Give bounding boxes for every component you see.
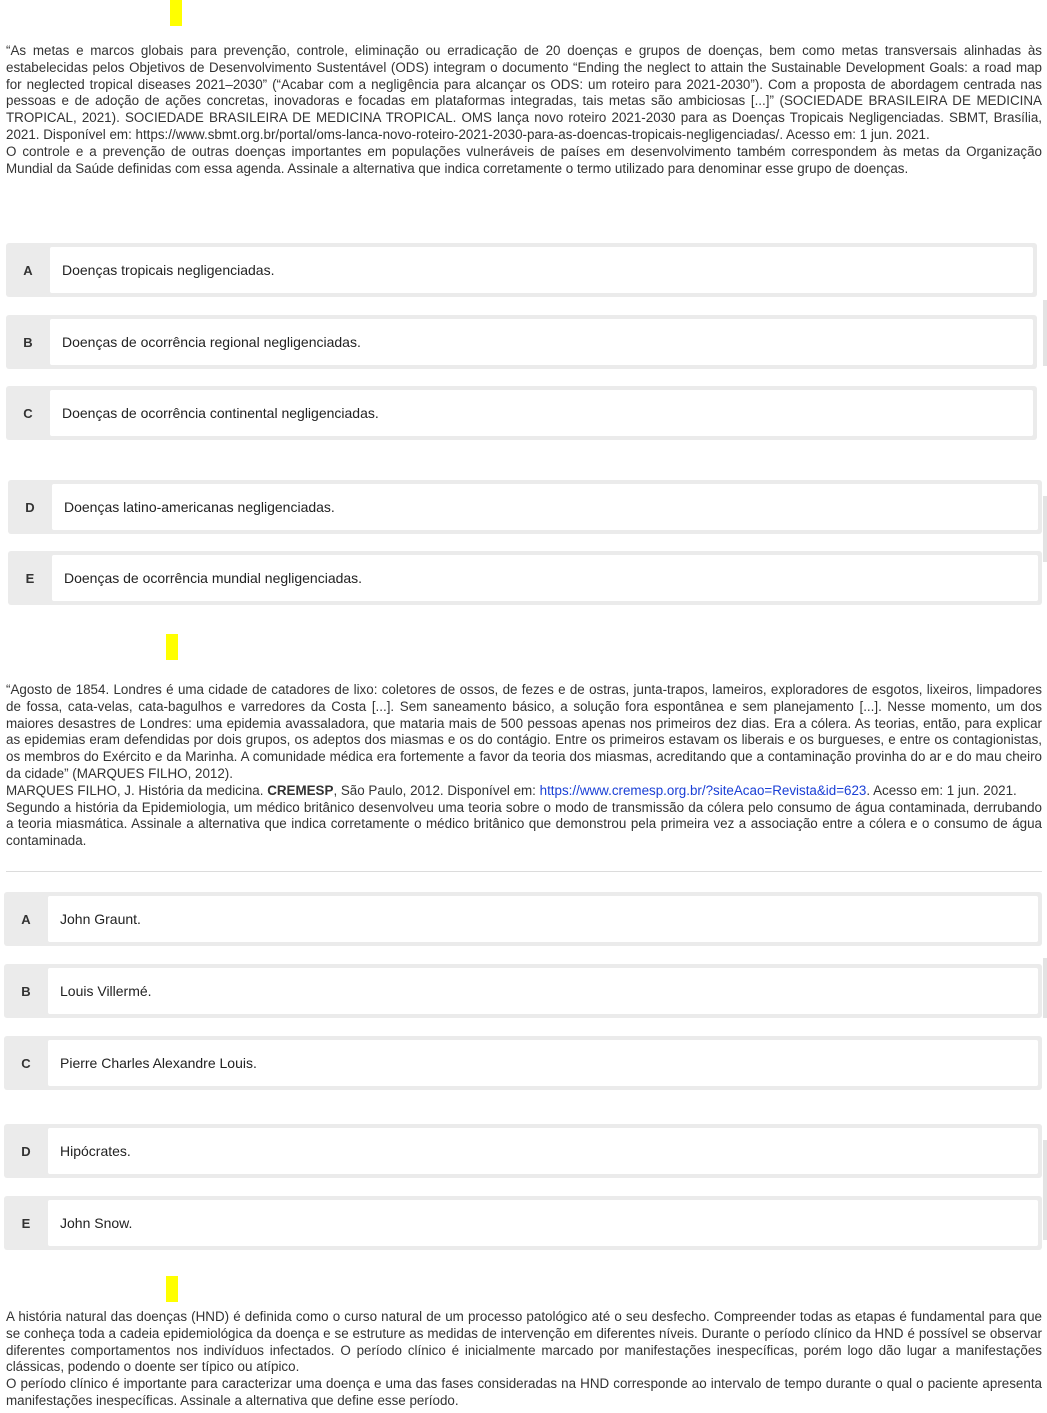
- option-text: Pierre Charles Alexandre Louis.: [48, 1040, 1038, 1086]
- reference-link[interactable]: https://www.cremesp.org.br/?siteAcao=Revista&id=623: [539, 782, 867, 798]
- option-c[interactable]: [6, 386, 1037, 440]
- scrollbar-fragment: [1043, 496, 1047, 562]
- reference-access: . Acesso em: 1 jun. 2021.: [866, 782, 1017, 798]
- option-c[interactable]: [4, 1036, 1042, 1090]
- option-letter: E: [25, 570, 35, 586]
- option-text: John Snow.: [48, 1200, 1038, 1246]
- option-letter: C: [23, 405, 33, 421]
- option-text: John Graunt.: [48, 896, 1038, 942]
- option-letter: E: [21, 1215, 31, 1231]
- option-text: Doenças de ocorrência mundial negligenciadas.: [52, 555, 1038, 601]
- option-text: Doenças latino-americanas negligenciadas.: [52, 484, 1038, 530]
- reference-journal: CREMESP: [267, 782, 334, 798]
- scrollbar-fragment: [1043, 1140, 1047, 1240]
- option-text: Louis Villermé.: [48, 968, 1038, 1014]
- option-d[interactable]: [4, 1124, 1042, 1178]
- question-1-text: [6, 43, 1042, 177]
- question-1-prompt: O controle e a prevenção de outras doenças importantes em populações vulneráveis de países em desenvolvimento também correspondem às metas da Organização Mundial da Saúde definidas com essa agenda. Assinale a alternativa que indica corretamente o termo utilizado para denominar esse grupo de doenças.: [6, 143, 1042, 176]
- reference-detail: , São Paulo, 2012. Disponível em:: [333, 782, 540, 798]
- highlight-marker: [166, 634, 178, 660]
- option-e[interactable]: [4, 1196, 1042, 1250]
- option-text: Doenças tropicais negligenciadas.: [50, 247, 1033, 293]
- question-3-text: [6, 1309, 1042, 1410]
- option-letter: B: [23, 334, 33, 350]
- option-d[interactable]: [8, 480, 1042, 534]
- option-text: Hipócrates.: [48, 1128, 1038, 1174]
- option-e[interactable]: [8, 551, 1042, 605]
- option-letter: D: [21, 1143, 31, 1159]
- option-a[interactable]: [4, 892, 1042, 946]
- scrollbar-fragment: [1043, 958, 1047, 1018]
- option-text: Doenças de ocorrência regional negligenciadas.: [50, 319, 1033, 365]
- highlight-marker: [170, 0, 182, 26]
- question-2-prompt: Segundo a história da Epidemiologia, um médico britânico desenvolveu uma teoria sobre o modo de transmissão da cólera pelo consumo de água contaminada, derrubando a teoria miasmática. Assinale a alternativa que indica corretamente o médico britânico que demonstrou pela primeira vez a associação entre a cólera e o consumo de água contaminada.: [6, 799, 1042, 849]
- option-letter: C: [21, 1055, 31, 1071]
- question-2-quote: “Agosto de 1854. Londres é uma cidade de catadores de lixo: coletores de ossos, de fezes e de ostras, junta-trapos, lameiros, exploradores de esgotos, lixeiros, limpadores de fossa, cata-velas, cata-bagulhos e varredores da Costa [...]. Sem saneamento básico, a solução fora espontânea e sem planejamento [...]. Nesse momento, um dos maiores desastres de Londres: uma epidemia avassaladora, que mataria mais de 500 pessoas apenas nos primeiros dez dias. Era a cólera. As teorias, então, para explicar as epidemias eram defendidas por dois grupos, os adeptos dos miasmas e os do contágio. Entre os primeiros estavam os liberais e os burgueses, e entre os contagionistas, os membros do Exército e da Marinha. A comunidade médica era fortemente a favor da teoria dos miasmas, acreditando que a contaminação provinha do ar e do mau cheiro da cidade” (MARQUES FILHO, 2012).: [6, 682, 1042, 781]
- question-2-text: [6, 682, 1042, 850]
- option-letter: B: [21, 983, 31, 999]
- question-1-context: “As metas e marcos globais para prevenção, controle, eliminação ou erradicação de 20 doenças e grupos de doenças, bem como metas transversais alinhadas às estabelecidas pelos Objetivos de Desenvolvimento Sustentável (ODS) integram o documento “Ending the neglect to attain the Sustainable Development Goals: a road map for neglected tropical diseases 2021–2030” (“Acabar com a negligência para alcançar os ODS: um roteiro para 2021-2030”). Com a proposta de abordagem centrada nas pessoas e de adoção de ações concretas, inovadoras e focadas em plataformas integradas, tais metas são ambiciosas [...]” (SOCIEDADE BRASILEIRA DE MEDICINA TROPICAL, 2021). SOCIEDADE BRASILEIRA DE MEDICINA TROPICAL. OMS lança novo roteiro 2021-2030 para as Doenças Tropicais Negligenciadas. SBMT, Brasília, 2021. Disponível em: https://www.sbmt.org.br/portal/oms-lanca-novo-roteiro-2021-2030-para-as-doencas-tropicais-negligenciadas/. Acesso em: 1 jun. 2021.: [6, 43, 1042, 142]
- reference-author: MARQUES FILHO, J. História da medicina.: [6, 782, 268, 798]
- question-3-prompt: O período clínico é importante para caracterizar uma doença e uma das fases consideradas na HND corresponde ao intervalo de tempo durante o qual o paciente apresenta manifestações inespecíficas. Assinale a alternativa que define esse período.: [6, 1376, 1042, 1408]
- option-letter: A: [23, 262, 33, 278]
- highlight-marker: [166, 1276, 178, 1302]
- option-text: Doenças de ocorrência continental negligenciadas.: [50, 390, 1033, 436]
- divider: [6, 871, 1042, 872]
- option-letter: A: [21, 911, 31, 927]
- question-3-context: A história natural das doenças (HND) é definida como o curso natural de um processo patológico até o seu desfecho. Compreender todas as etapas é fundamental para que se conheça toda a cadeia epidemiológica da doença e se estruture as medidas de intervenção em diferentes níveis. Durante o período clínico da HND é possível se observar diferentes comportamentos nos indivíduos infectados. O período clínico é inicialmente marcado por manifestações inespecíficas, porém logo dão lugar a manifestações clássicas, podendo o doente ser típico ou atípico.: [6, 1309, 1042, 1375]
- option-b[interactable]: [4, 964, 1042, 1018]
- question-2-reference: [6, 783, 1042, 800]
- option-b[interactable]: [6, 315, 1037, 369]
- option-a[interactable]: [6, 243, 1037, 297]
- option-letter: D: [25, 499, 35, 515]
- scrollbar-fragment: [1043, 300, 1047, 366]
